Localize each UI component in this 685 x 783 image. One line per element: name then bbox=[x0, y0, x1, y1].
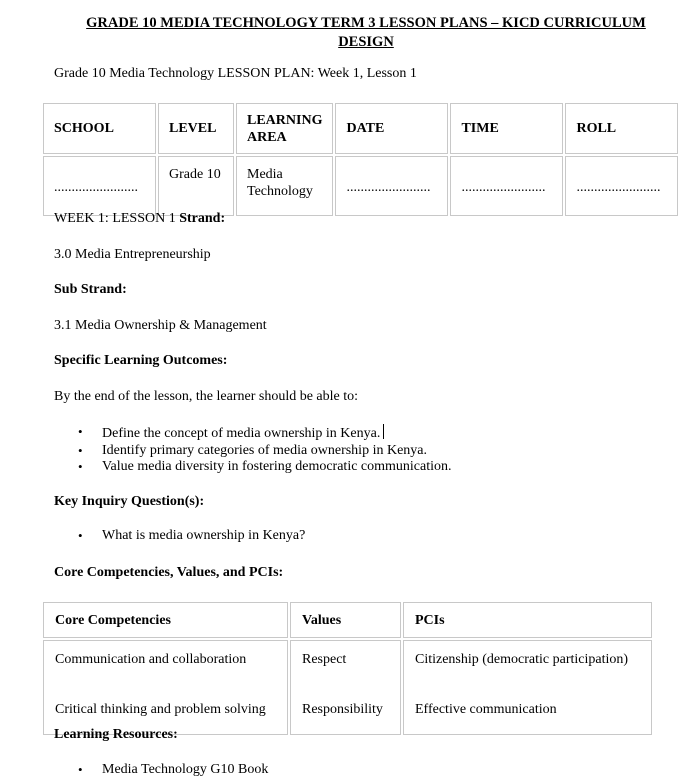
school-value[interactable]: ........................ bbox=[43, 156, 156, 216]
list-item: • Media Technology G10 Book bbox=[78, 762, 268, 779]
time-value[interactable]: ........................ bbox=[450, 156, 563, 216]
time-header: TIME bbox=[450, 103, 563, 154]
text-cursor bbox=[383, 424, 384, 439]
learning-area-header: LEARNING AREA bbox=[236, 103, 333, 154]
date-header: DATE bbox=[335, 103, 448, 154]
strand-label: Strand: bbox=[179, 211, 226, 226]
list-item: • Value media diversity in fostering democratic communication. bbox=[78, 459, 452, 476]
header-row bbox=[43, 103, 678, 154]
sub-strand-label: Sub Strand: bbox=[54, 282, 127, 297]
level-header: LEVEL bbox=[158, 103, 234, 154]
resources-label: Learning Resources: bbox=[54, 727, 178, 742]
list-item: • Define the concept of media ownership in Kenya. bbox=[78, 424, 452, 443]
sub-strand-value: 3.1 Media Ownership & Management bbox=[54, 318, 267, 333]
values-cell: Respect Responsibility bbox=[290, 640, 401, 735]
inquiry-label: Key Inquiry Question(s): bbox=[54, 494, 205, 509]
document-title: GRADE 10 MEDIA TECHNOLOGY TERM 3 LESSON PLANS – KICD CURRICULUM DESIGN bbox=[86, 15, 646, 50]
strand-value: 3.0 Media Entrepreneurship bbox=[54, 247, 211, 262]
values-header: Values bbox=[290, 602, 401, 638]
learning-area-value[interactable]: Media Technology bbox=[236, 156, 333, 216]
roll-header: ROLL bbox=[565, 103, 678, 154]
competencies-table bbox=[41, 600, 654, 737]
core-competencies-header: Core Competencies bbox=[43, 602, 288, 638]
outcomes-label: Specific Learning Outcomes: bbox=[54, 353, 228, 368]
list-item: • What is media ownership in Kenya? bbox=[78, 528, 305, 545]
date-value[interactable]: ........................ bbox=[335, 156, 448, 216]
competencies-label: Core Competencies, Values, and PCIs: bbox=[54, 565, 284, 580]
level-value[interactable]: Grade 10 bbox=[158, 156, 234, 216]
pcis-cell: Citizenship (democratic participation) Effective communication bbox=[403, 640, 652, 735]
core-competencies-cell: Communication and collaboration Critical thinking and problem solving bbox=[43, 640, 288, 735]
list-item: • Identify primary categories of media ownership in Kenya. bbox=[78, 443, 452, 460]
outcomes-list bbox=[78, 424, 452, 476]
week-lesson-label: WEEK 1: LESSON 1 bbox=[54, 211, 176, 226]
pcis-header: PCIs bbox=[403, 602, 652, 638]
competencies-body-row bbox=[43, 640, 652, 735]
school-header: SCHOOL bbox=[43, 103, 156, 154]
roll-value[interactable]: ........................ bbox=[565, 156, 678, 216]
value-row bbox=[43, 156, 678, 216]
competencies-header-row bbox=[43, 602, 652, 638]
outcomes-intro: By the end of the lesson, the learner should be able to: bbox=[54, 389, 359, 404]
week-lesson-line bbox=[54, 210, 225, 227]
resources-list bbox=[78, 762, 268, 779]
lesson-plan-heading: Grade 10 Media Technology LESSON PLAN: Week 1, Lesson 1 bbox=[54, 66, 417, 81]
inquiry-list bbox=[78, 528, 305, 545]
lesson-header-table bbox=[41, 101, 680, 218]
